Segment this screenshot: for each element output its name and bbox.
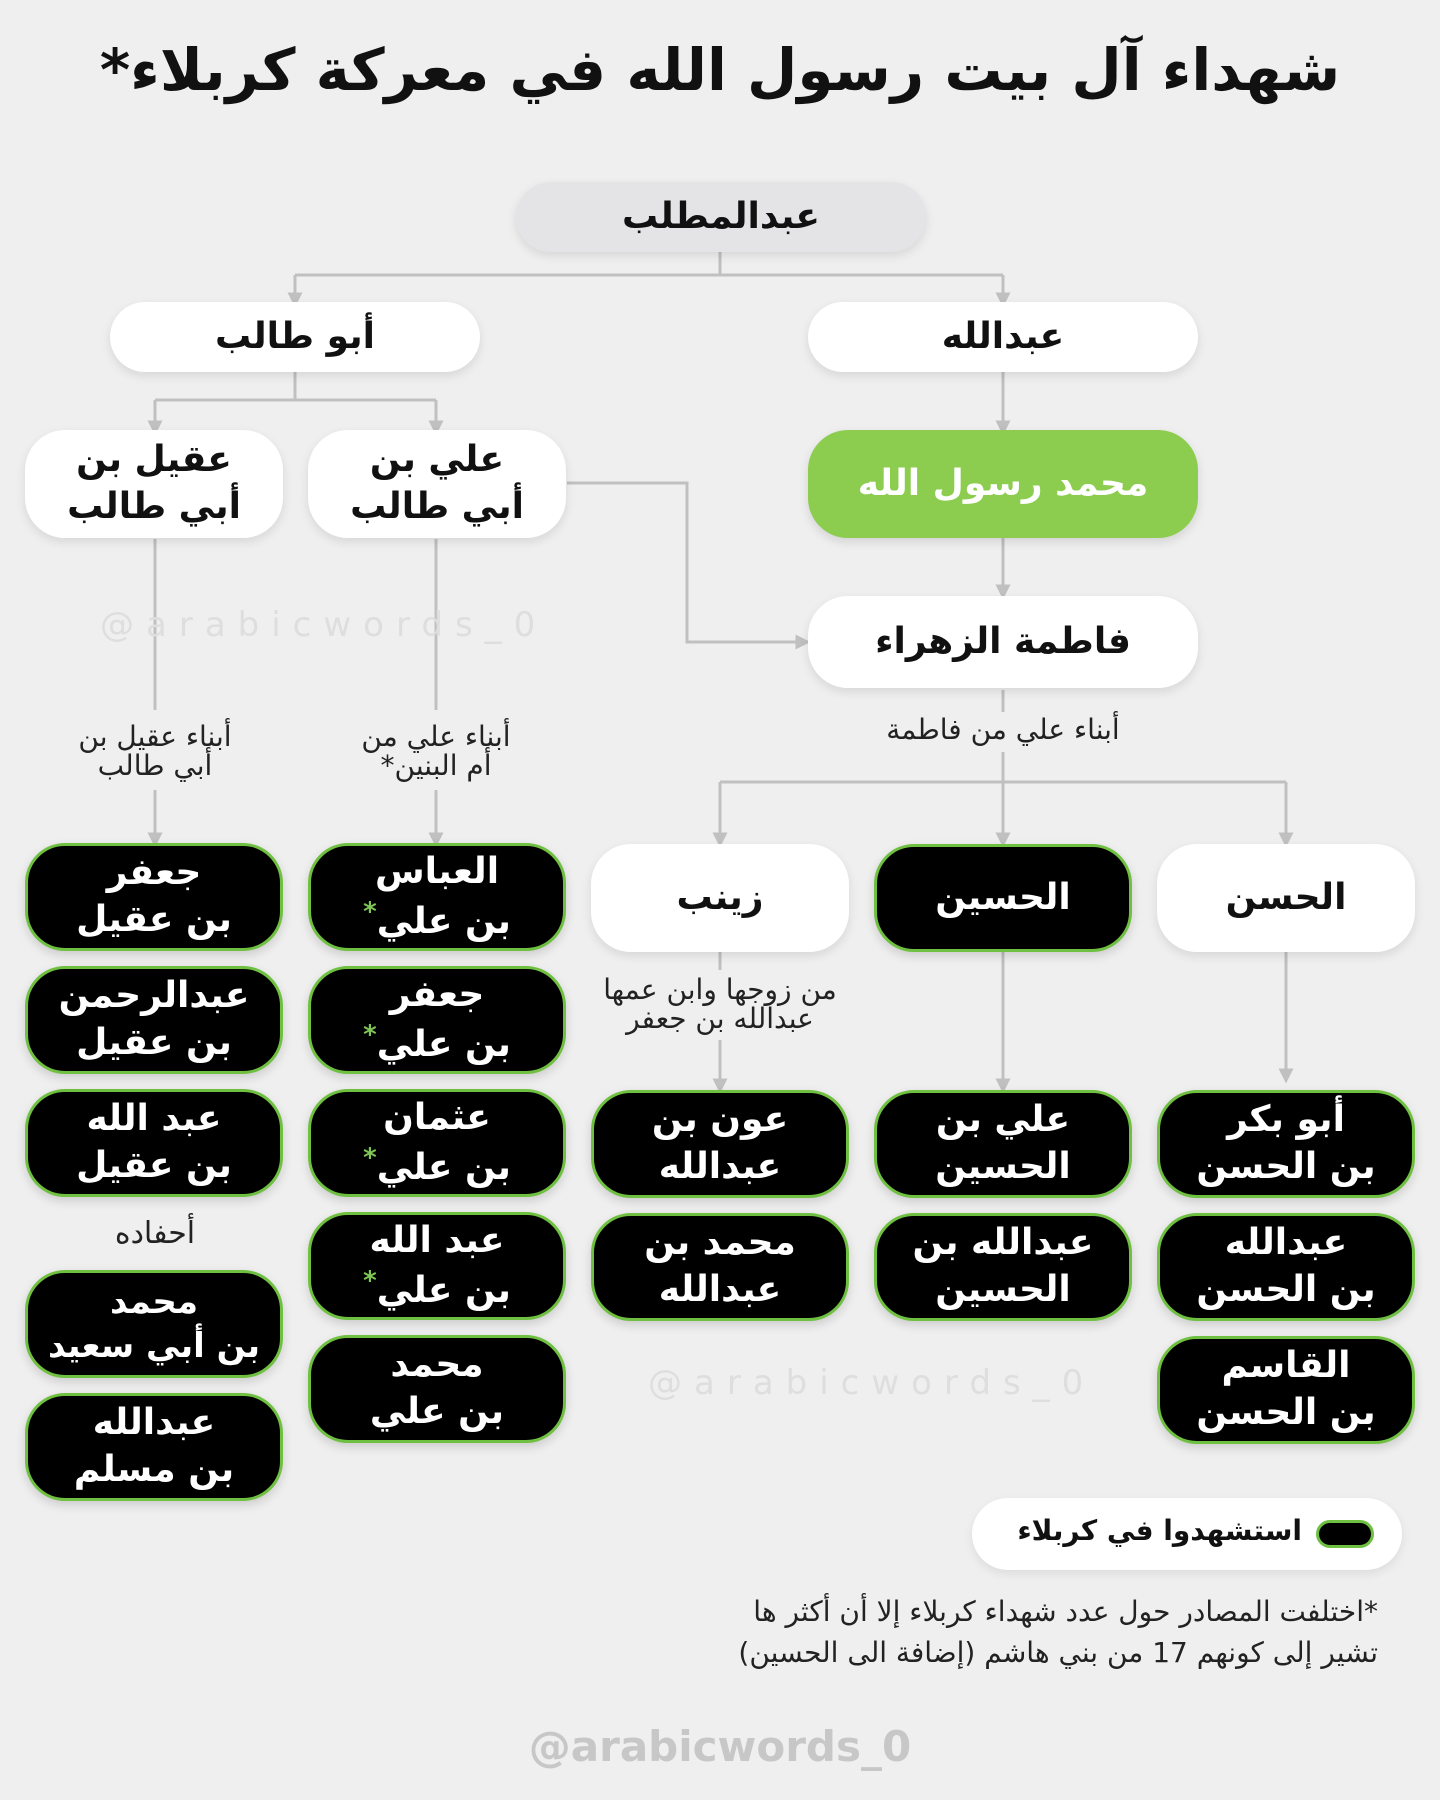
martyr-jafar-ibn-ali: جعفر بن علي* <box>308 966 566 1074</box>
martyr-qasim-ibn-hasan: القاسم بن الحسن <box>1157 1336 1415 1444</box>
label-sons-of-ali-from-fatima: أبناء علي من فاطمة <box>886 713 1120 746</box>
martyr-muhammad-ibn-abi-said: محمد بن أبي سعيد <box>25 1270 283 1378</box>
node-muhammad: محمد رسول الله <box>808 430 1198 538</box>
label-grandsons: أحفاده <box>114 1216 196 1251</box>
legend <box>972 1498 1402 1570</box>
watermark-2: @arabicwords_0 <box>648 1363 1096 1403</box>
disputed-star: * <box>363 1265 377 1296</box>
page-title: شهداء آل بيت رسول الله في معركة كربلاء* <box>99 36 1341 104</box>
account-handle: @arabicwords_0 <box>528 1722 912 1771</box>
martyr-ali-ibn-husayn: علي بن الحسين <box>874 1090 1132 1198</box>
martyr-abdullah-ibn-aqil: عبد الله بن عقيل <box>25 1089 283 1197</box>
martyr-abbas-ibn-ali: العباس بن علي* <box>308 843 566 951</box>
martyr-muhammad-ibn-abdullah: محمد بن عبدالله <box>591 1213 849 1321</box>
disputed-star: * <box>363 1142 377 1173</box>
disputed-star: * <box>363 896 377 927</box>
disputed-star: * <box>363 1019 377 1050</box>
node-husayn: الحسين <box>874 844 1132 952</box>
node-abdullah: عبدالله <box>808 302 1198 372</box>
martyr-abdulrahman-ibn-aqil: عبدالرحمن بن عقيل <box>25 966 283 1074</box>
node-zaynab: زينب <box>591 844 849 952</box>
martyr-abu-bakr-ibn-hasan: أبو بكر بن الحسن <box>1157 1090 1415 1198</box>
footnote: *اختلفت المصادر حول عدد شهداء كربلاء إلا أن أكثر ها تشير إلى كونهم 17 من بني هاشم (إضافة الى الحسين) <box>738 1595 1378 1669</box>
node-fatima: فاطمة الزهراء <box>808 596 1198 688</box>
watermark-1: @arabicwords_0 <box>100 605 548 645</box>
label-zaynab-note: من زوجها وابن عمها عبدالله بن جعفر <box>603 973 837 1036</box>
martyr-abdullah-ibn-hasan: عبدالله بن الحسن <box>1157 1213 1415 1321</box>
martyr-uthman-ibn-ali: عثمان بن علي* <box>308 1089 566 1197</box>
martyr-abdullah-ibn-ali: عبد الله بن علي* <box>308 1212 566 1320</box>
node-hasan: الحسن <box>1157 844 1415 952</box>
martyr-muhammad-ibn-ali: محمد بن علي <box>308 1335 566 1443</box>
node-ali: علي بن أبي طالب <box>308 430 566 538</box>
label-sons-of-aqil: أبناء عقيل بن أبي طالب <box>78 720 232 783</box>
label-sons-of-ali-from-umm-albanin: أبناء علي من أم البنين* <box>361 720 511 783</box>
martyr-jafar-ibn-aqil: جعفر بن عقيل <box>25 843 283 951</box>
martyr-abdullah-ibn-husayn: عبدالله بن الحسين <box>874 1213 1132 1321</box>
node-abu-talib: أبو طالب <box>110 302 480 372</box>
legend-text: استشهدوا في كربلاء <box>1017 1514 1302 1547</box>
node-aqil: عقيل بن أبي طالب <box>25 430 283 538</box>
martyr-awn-ibn-abdullah: عون بن عبدالله <box>591 1090 849 1198</box>
martyr-abdullah-ibn-muslim: عبدالله بن مسلم <box>25 1393 283 1501</box>
legend-swatch <box>1316 1520 1374 1548</box>
node-abdulmuttalib: عبدالمطلب <box>516 182 926 252</box>
